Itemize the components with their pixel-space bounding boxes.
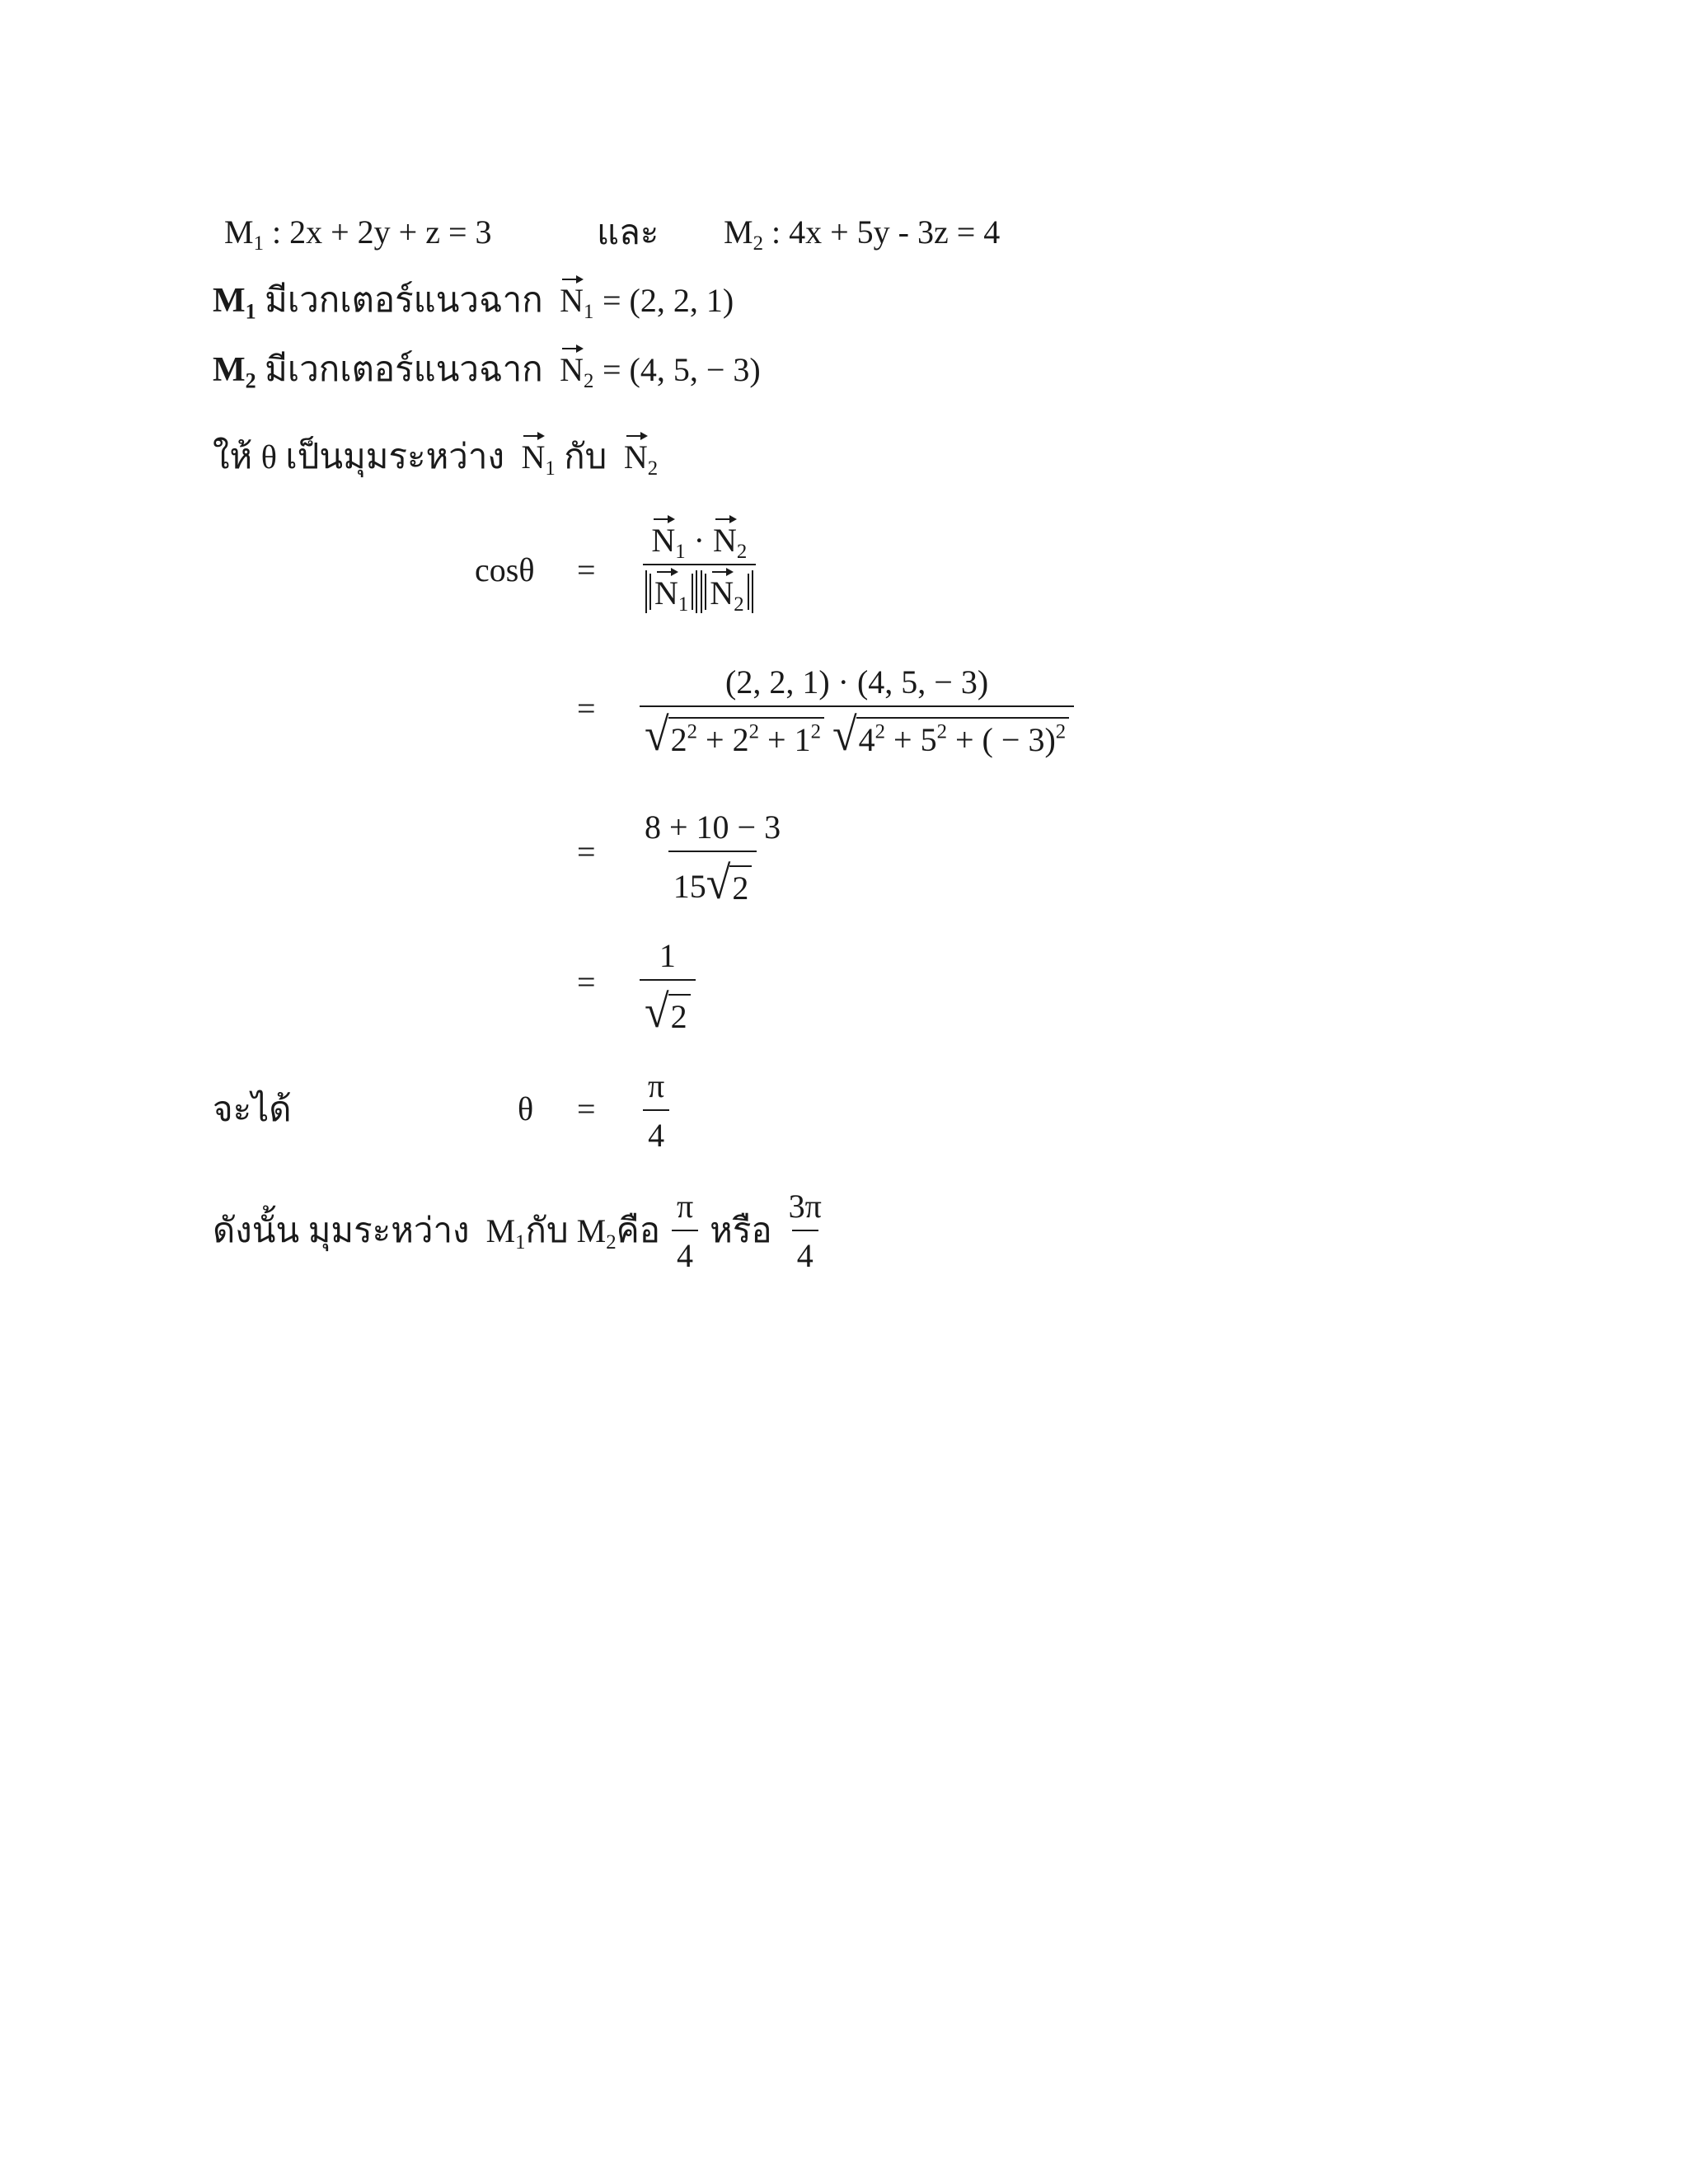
simplified-fraction [640,808,785,909]
is-word: คือ [616,1212,660,1250]
conclusion-text: ดังนั้น มุมระหว่าง [213,1212,470,1250]
vector-n2: $N_2$ [560,351,594,392]
norm-product-denominator: $N_1$ $N_2$ [643,564,756,610]
fraction-denominator: 4 [643,1109,669,1152]
plane-m2-label: $M_2$ [724,213,763,255]
vector-n2-value: = (4, 5, − 3) [602,351,761,388]
vector-n2: $N_2$ [623,438,659,480]
plane-m1-label: $M_1$ [224,213,264,255]
plane-m2-equation: : 4x + 5y - 3z = 4 [771,213,1001,251]
or-word: หรือ [710,1212,772,1250]
plane-m2-label: $M_2$ [576,1212,617,1254]
pi-over-4-fraction [643,1067,669,1154]
reduced-denominator: √ 2 [640,979,696,1033]
let-word: ให้ [213,438,253,476]
sum-numerator: 8 + 10 − 3 [645,808,781,846]
normal-vector-m2-line [213,351,761,393]
equals-sign: = [577,551,596,588]
normal-vector-text: มีเวกเตอร์แนวฉาก [265,282,543,320]
angle-definition-line [213,438,659,480]
answer-3pi-over-4: $\frac{3\pi}{4}$ [788,1188,822,1274]
plane-equations-line [224,213,492,255]
equals-sign: = [577,690,596,727]
normal-vector-m1-line [213,282,734,324]
simplified-denominator: 15 √ 2 [668,851,757,905]
answer-pi-over-4: $\frac{\pi}{4}$ [672,1190,698,1272]
theta-symbol: θ [260,438,277,476]
vector-n1: $N_1$ [521,438,556,480]
sqrt-n1-magnitude: √ $2^2 + 2^2 + 1^2$ [645,712,824,757]
vector-n1: $N_1$ [560,282,594,323]
cos-formula-fraction [643,522,756,616]
plane-m1-label: $M_1$ [485,1212,526,1254]
reduced-fraction [640,937,696,1038]
with-word: กับ [564,438,607,476]
plane-m1-equation: : 2x + 2y + z = 3 [271,213,492,251]
vector-n1-value: = (2, 2, 1) [602,282,734,319]
substituted-numerator: (2, 2, 1) · (4, 5, − 3) [725,663,989,701]
m1-bold-label: $M_1$ [213,282,256,324]
dot-product-numerator: $N_1 \cdot N_2$ [651,522,748,563]
equals-sign: = [577,963,596,1001]
substituted-denominator [640,705,1074,761]
reduced-numerator: 1 [659,937,676,974]
normal-vector-text: มีเวกเตอร์แนวฉาก [265,351,543,389]
equals-sign: = [577,1090,596,1127]
substituted-fraction [640,663,1074,761]
angle-between-text: เป็นมุมระหว่าง [285,438,504,476]
theta-symbol: θ [518,1090,534,1127]
cos-theta-lhs: cosθ [475,551,535,588]
fraction-numerator: π [648,1067,665,1104]
and-word: และ [597,214,659,252]
conclusion-line [213,1190,838,1272]
sqrt-n2-magnitude: √ $4^2 + 5^2$ + ( − 3)$^2$ [832,712,1069,757]
equals-sign: = [577,833,596,870]
plane-m2-line [724,213,1001,255]
m2-bold-label: $M_2$ [213,351,256,393]
with-word: กับ [525,1212,569,1250]
therefore-label: จะได้ [213,1091,292,1129]
